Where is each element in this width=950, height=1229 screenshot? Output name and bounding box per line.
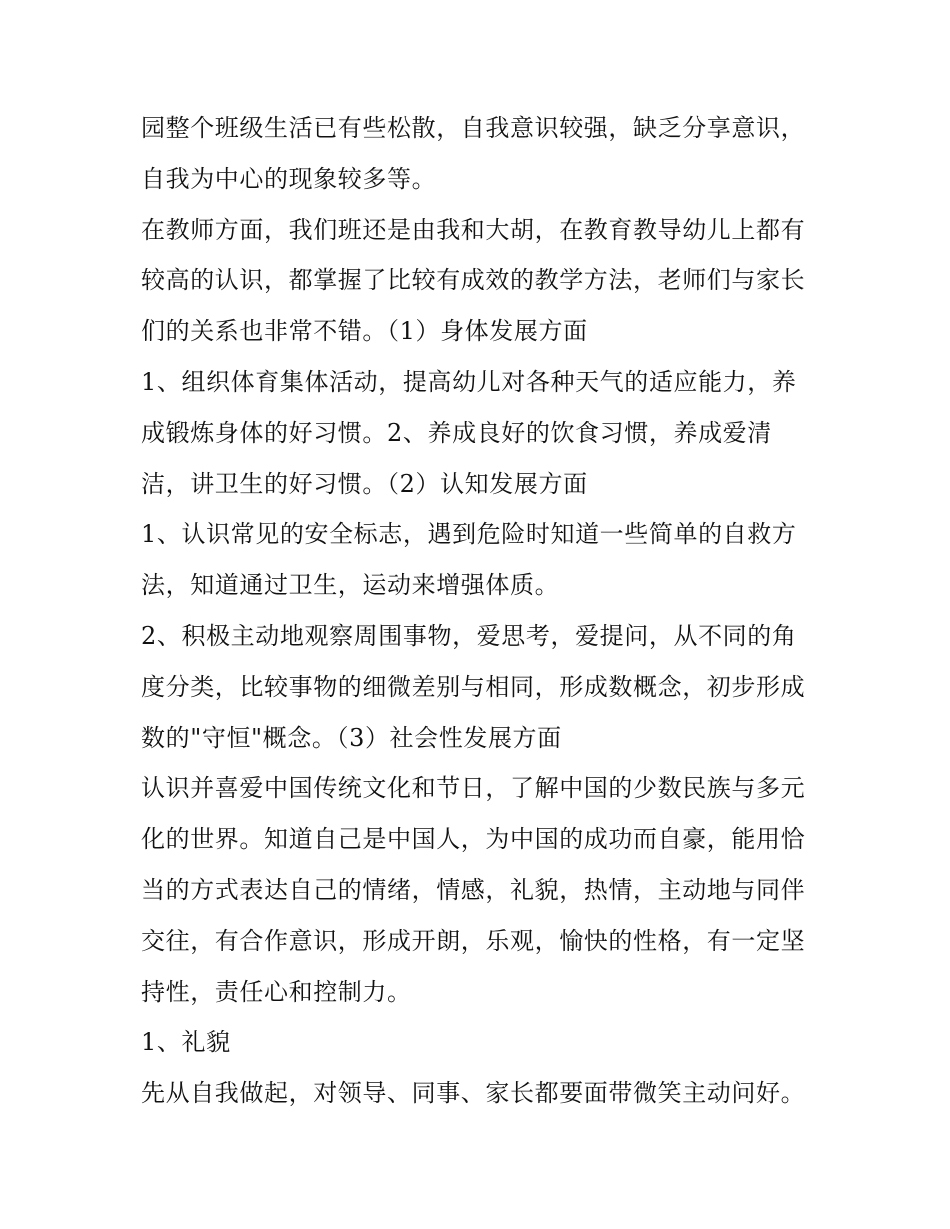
text-line: 成锻炼身体的好习惯。2、养成良好的饮食习惯，养成爱清 (141, 418, 772, 447)
text-line: 们的关系也非常不错。（1）身体发展方面 (141, 317, 588, 346)
text-line: 较高的认识，都掌握了比较有成效的教学方法，老师们与家长 (141, 266, 806, 295)
text-line: 在教师方面，我们班还是由我和大胡，在教育教导幼儿上都有 (141, 215, 806, 244)
text-line: 园整个班级生活已有些松散，自我意识较强，缺乏分享意识， (141, 114, 806, 142)
text-line: 认识并喜爱中国传统文化和节日，了解中国的少数民族与多元 (141, 774, 806, 803)
text-line: 交往，有合作意识，形成开朗，乐观，愉快的性格，有一定坚 (141, 926, 806, 955)
text-line: 化的世界。知道自己是中国人，为中国的成功而自豪，能用恰 (141, 825, 806, 854)
text-line: 自我为中心的现象较多等。 (141, 164, 437, 193)
text-line: 先从自我做起，对领导、同事、家长都要面带微笑主动问好。 (141, 1079, 806, 1108)
text-line: 法，知道通过卫生，运动来增强体质。 (141, 571, 560, 600)
text-line: 度分类，比较事物的细微差别与相同，形成数概念，初步形成 (141, 672, 806, 701)
text-line: 1、认识常见的安全标志，遇到危险时知道一些简单的自救方 (141, 520, 797, 549)
text-line: 持性，责任心和控制力。 (141, 977, 412, 1006)
text-line: 2、积极主动地观察周围事物，爱思考，爱提问，从不同的角 (141, 621, 797, 650)
text-line: 数的"守恒"概念。（3）社会性发展方面 (141, 723, 562, 752)
text-line: 洁，讲卫生的好习惯。（2）认知发展方面 (141, 469, 588, 498)
text-line: 当的方式表达自己的情绪，情感，礼貌，热情，主动地与同伴 (141, 875, 806, 904)
text-line: 1、礼貌 (141, 1028, 231, 1057)
text-line: 1、组织体育集体活动，提高幼儿对各种天气的适应能力，养 (141, 367, 797, 396)
document-body (141, 103, 831, 1119)
